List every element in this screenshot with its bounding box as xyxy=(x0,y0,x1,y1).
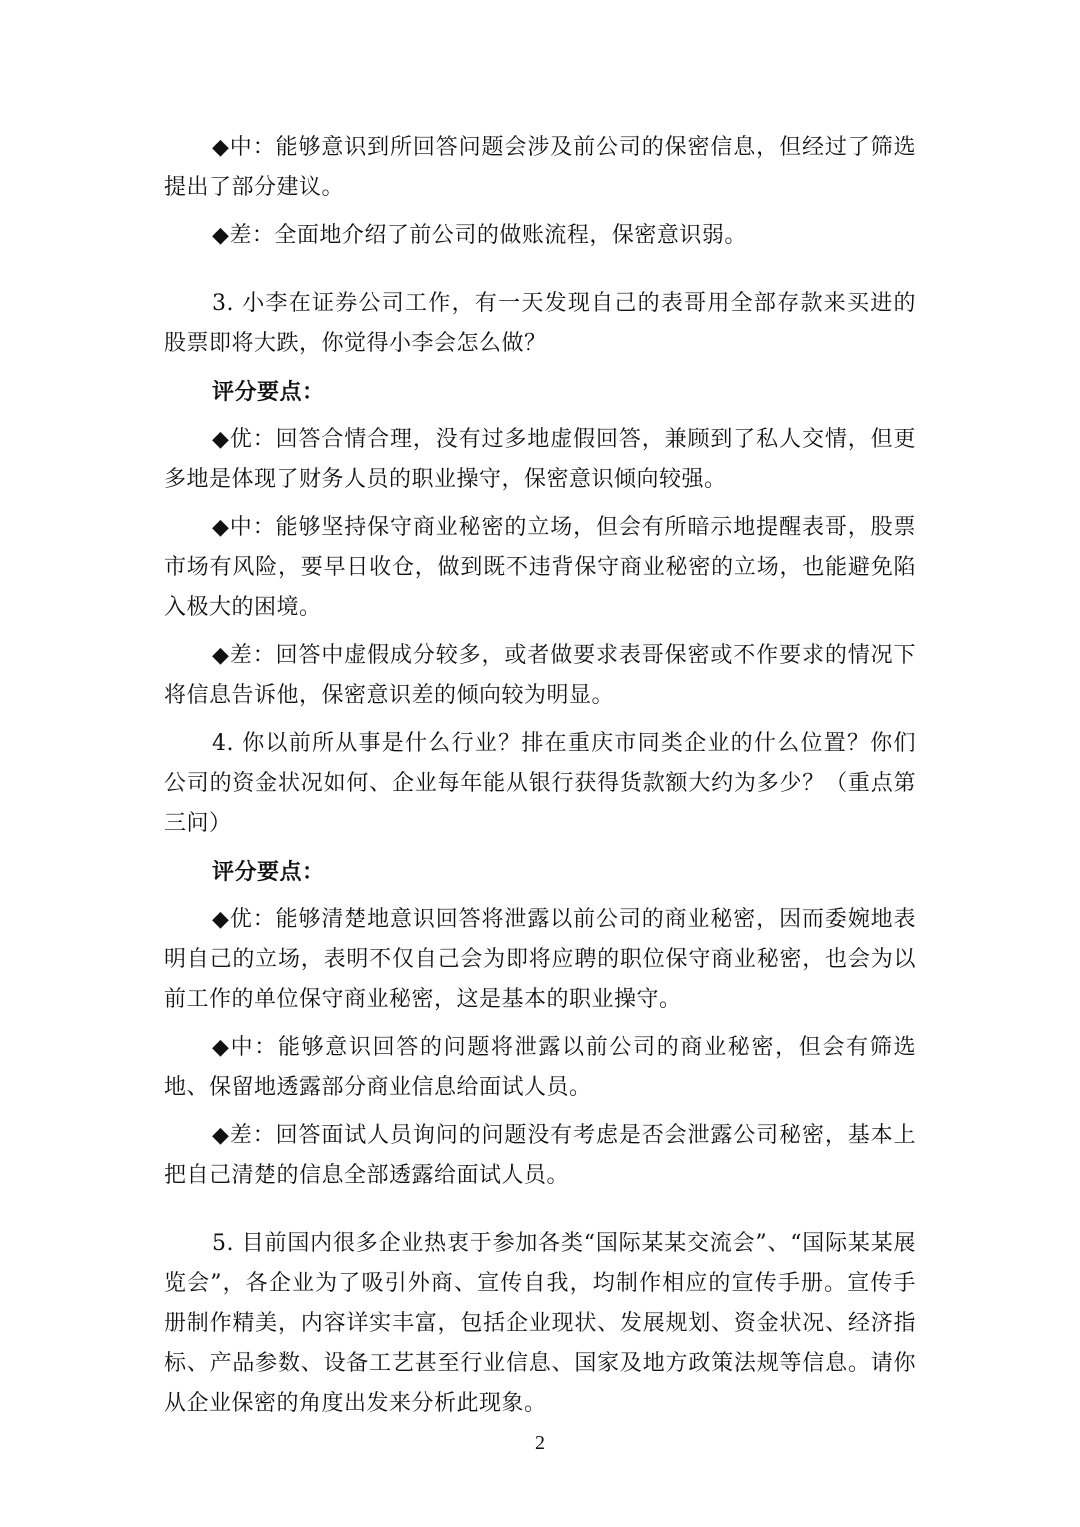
paragraph-q3-poor: ◆差：回答中虚假成分较多，或者做要求表哥保密或不作要求的情况下将信息告诉他，保密意识差的倾向较为明显。 xyxy=(164,643,916,708)
paragraph-question-3: 3. 小李在证券公司工作，有一天发现自己的表哥用全部存款来买进的股票即将大跌，你觉得小李会怎么做？ xyxy=(164,291,916,356)
paragraph-q4-poor: ◆差：回答面试人员询问的问题没有考虑是否会泄露公司秘密，基本上把自己清楚的信息全部透露给面试人员。 xyxy=(164,1123,916,1188)
paragraph-question-5: 5. 目前国内很多企业热衷于参加各类“国际某某交流会”、“国际某某展览会”，各企业为了吸引外商、宣传自我，均制作相应的宣传手册。宣传手册制作精美，内容详实丰富，包括企业现状、发展规划、资金状况、经济指标、产品参数、设备工艺甚至行业信息、国家及地方政策法规等信息。请你从企业保密的角度出发来分析此现象。 xyxy=(164,1231,916,1416)
paragraph-q4-excellent: ◆优：能够清楚地意识回答将泄露以前公司的商业秘密，因而委婉地表明自己的立场，表明不仅自己会为即将应聘的职位保守商业秘密，也会为以前工作的单位保守商业秘密，这是基本的职业操守。 xyxy=(164,907,916,1012)
page-number: 2 xyxy=(535,1432,545,1454)
document-body xyxy=(164,128,916,1424)
paragraph-q4-medium: ◆中：能够意识回答的问题将泄露以前公司的商业秘密，但会有筛选地、保留地透露部分商业信息给面试人员。 xyxy=(164,1035,916,1100)
scoring-heading-q3: 评分要点： xyxy=(212,379,325,405)
paragraph-q2-medium: ◆中：能够意识到所回答问题会涉及前公司的保密信息，但经过了筛选提出了部分建议。 xyxy=(164,135,916,200)
paragraph-q3-medium: ◆中：能够坚持保守商业秘密的立场，但会有所暗示地提醒表哥，股票市场有风险，要早日收仓，做到既不违背保守商业秘密的立场，也能避免陷入极大的困境。 xyxy=(164,515,916,620)
paragraph-q3-excellent: ◆优：回答合情合理，没有过多地虚假回答，兼顾到了私人交情，但更多地是体现了财务人员的职业操守，保密意识倾向较强。 xyxy=(164,427,916,492)
scoring-heading-q4: 评分要点： xyxy=(212,859,325,885)
paragraph-q2-poor: ◆差：全面地介绍了前公司的做账流程，保密意识弱。 xyxy=(212,223,747,248)
paragraph-question-4: 4. 你以前所从事是什么行业？排在重庆市同类企业的什么位置？你们公司的资金状况如何、企业每年能从银行获得货款额大约为多少？（重点第三问） xyxy=(164,731,916,836)
